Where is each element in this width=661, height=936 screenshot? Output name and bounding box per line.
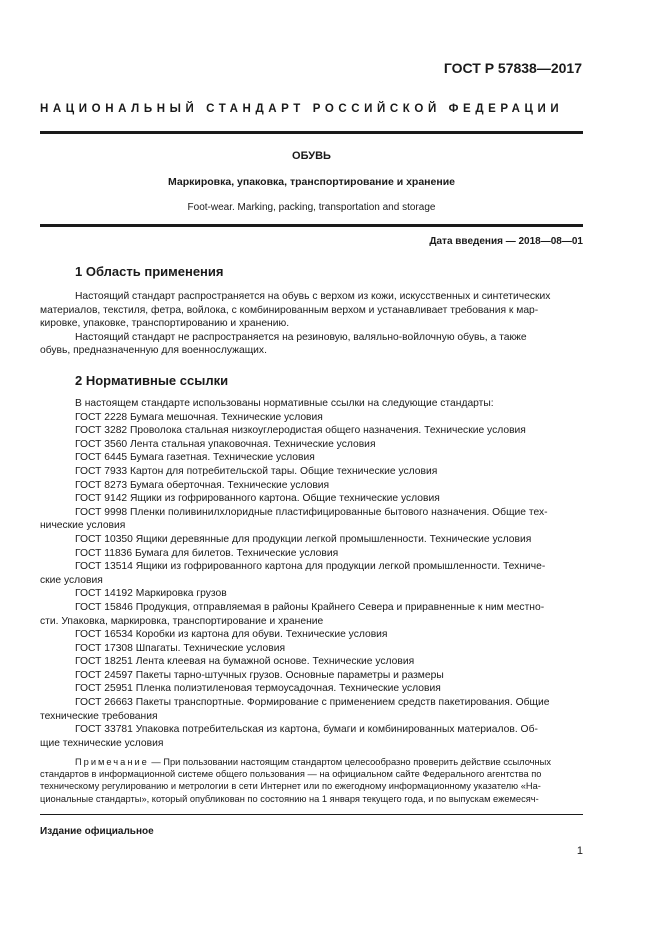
- section-2-body: [40, 397, 583, 750]
- reference-item: ГОСТ 3560 Лента стальная упаковочная. Технические условия: [75, 438, 376, 450]
- reference-item-continuation: щие технические условия: [40, 737, 164, 749]
- note-text: — При пользовании настоящим стандартом целесообразно проверить действие ссылочных: [148, 757, 551, 767]
- reference-item: ГОСТ 26663 Пакеты транспортные. Формирование с применением средств пакетирования. Общие: [75, 697, 550, 709]
- note-line: циональные стандарты», который опубликован по состоянию на 1 января текущего года, и по выпускам ежемесяч-: [40, 793, 539, 804]
- reference-item: ГОСТ 24597 Пакеты тарно-штучных грузов. Основные параметры и размеры: [75, 669, 444, 681]
- introduction-date: Дата введения — 2018—08—01: [429, 236, 583, 247]
- title-bottom-rule: [40, 224, 583, 227]
- reference-item: ГОСТ 16534 Коробки из картона для обуви. Технические условия: [75, 629, 388, 641]
- national-standard-heading: НАЦИОНАЛЬНЫЙ СТАНДАРТ РОССИЙСКОЙ ФЕДЕРАЦИИ: [40, 103, 564, 115]
- document-subtitle-english: Foot-wear. Marking, packing, transportation and storage: [187, 202, 436, 213]
- paragraph-line: материалов, текстиля, фетра, войлока, с комбинированным верхом и устанавливает требования к мар-: [40, 304, 539, 316]
- document-title: ОБУВЬ: [292, 150, 331, 162]
- paragraph-line: обувь, предназначенную для военнослужащих.: [40, 345, 267, 357]
- official-edition-label: Издание официальное: [40, 826, 154, 837]
- reference-item-continuation: нические условия: [40, 520, 126, 532]
- page-number: 1: [576, 845, 583, 857]
- document-subtitle: Маркировка, упаковка, транспортирование и хранение: [167, 176, 455, 188]
- reference-item: ГОСТ 6445 Бумага газетная. Технические условия: [75, 452, 315, 464]
- note-block: [40, 756, 583, 805]
- reference-item: ГОСТ 25951 Пленка полиэтиленовая термоусадочная. Технические условия: [75, 683, 441, 695]
- note-first-line: [40, 756, 583, 768]
- note-line: стандартов в информационной системе общего пользования — на официальном сайте Федерального агентства по: [40, 769, 542, 780]
- top-rule: [40, 131, 583, 134]
- reference-item: ГОСТ 17308 Шпагаты. Технические условия: [75, 642, 286, 654]
- footer-rule: [40, 814, 583, 815]
- note-label: Примечание: [75, 757, 149, 767]
- reference-item: ГОСТ 15846 Продукция, отправляемая в районы Крайнего Севера и приравненные к ним местно-: [75, 601, 545, 613]
- reference-item: ГОСТ 2228 Бумага мешочная. Технические условия: [75, 411, 323, 423]
- section-1-heading: 1 Область применения: [75, 264, 224, 279]
- paragraph-line: Настоящий стандарт распространяется на обувь с верхом из кожи, искусственных и синтетических: [75, 291, 551, 302]
- reference-item: ГОСТ 7933 Картон для потребительской тары. Общие технические условия: [75, 465, 438, 477]
- note-line: техническому регулированию и метрологии в сети Интернет или по ежегодному информационному указателю «На-: [40, 781, 541, 792]
- reference-item: ГОСТ 9142 Ящики из гофрированного картона. Общие технические условия: [75, 493, 440, 505]
- reference-item-continuation: технические требования: [40, 710, 158, 722]
- section-2-heading: 2 Нормативные ссылки: [75, 373, 229, 388]
- paragraph-line: Настоящий стандарт не распространяется на резиновую, валяльно-войлочную обувь, а также: [75, 331, 527, 343]
- section-1-body: [40, 290, 583, 358]
- gost-code: ГОСТ Р 57838—2017: [443, 60, 582, 76]
- paragraph-line: кировке, упаковке, транспортированию и хранению.: [40, 318, 290, 330]
- reference-item: ГОСТ 3282 Проволока стальная низкоуглеродистая общего назначения. Технические условия: [75, 425, 526, 437]
- reference-item: ГОСТ 9998 Пленки поливинилхлоридные пластифицированные бытового назначения. Общие тех-: [75, 506, 548, 518]
- reference-item: ГОСТ 18251 Лента клеевая на бумажной основе. Технические условия: [75, 656, 415, 668]
- reference-item: ГОСТ 33781 Упаковка потребительская из картона, бумаги и комбинированных материалов. Об-: [75, 724, 538, 736]
- reference-item-continuation: сти. Упаковка, маркировка, транспортирование и хранение: [40, 615, 324, 627]
- reference-item: ГОСТ 10350 Ящики деревянные для продукции легкой промышленности. Технические условия: [75, 533, 532, 545]
- reference-item-continuation: ские условия: [40, 574, 103, 586]
- paragraph-line: В настоящем стандарте использованы нормативные ссылки на следующие стандарты:: [75, 398, 494, 409]
- reference-item: ГОСТ 11836 Бумага для билетов. Технические условия: [75, 547, 339, 559]
- reference-item: ГОСТ 14192 Маркировка грузов: [75, 588, 227, 600]
- reference-item: ГОСТ 8273 Бумага оберточная. Технические условия: [75, 479, 330, 491]
- reference-item: ГОСТ 13514 Ящики из гофрированного картона для продукции легкой промышленности. Техниче-: [75, 561, 546, 573]
